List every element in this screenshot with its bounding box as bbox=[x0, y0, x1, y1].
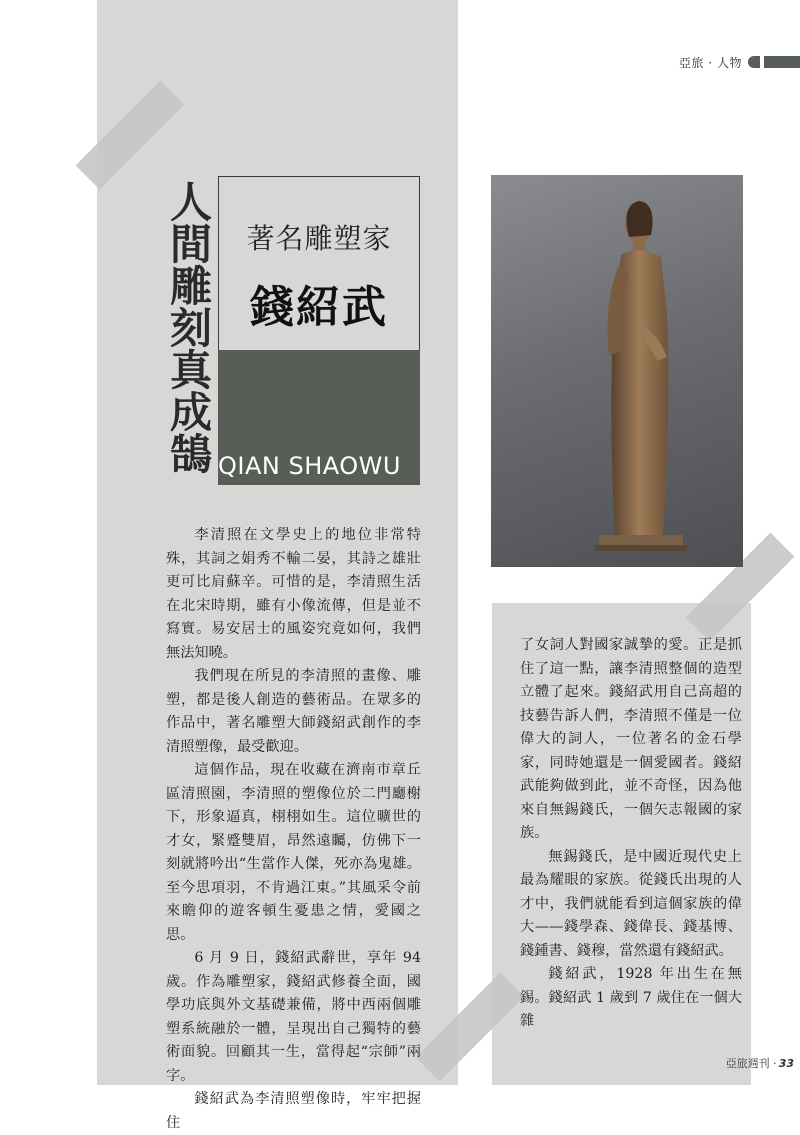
title-subtitle: 著名雕塑家 bbox=[246, 222, 392, 255]
article-column-right bbox=[520, 634, 742, 1034]
article-paragraph: 這個作品，現在收藏在濟南市章丘區清照園，李清照的塑像位於二門廳榭下，形象逼真，栩栩如生。這位曠世的才女，緊蹙雙眉，昂然遠矚，仿佛下一刻就將吟出“生當作人傑，死亦為鬼雄。至今思項羽，不肯過江東。”其風采令前來瞻仰的遊客頓生憂患之情，愛國之思。 bbox=[166, 762, 421, 943]
section-bar bbox=[764, 56, 800, 68]
sculpture-photo bbox=[491, 175, 743, 567]
section-label: 亞旅 · 人物 bbox=[679, 55, 742, 70]
article-paragraph: 無錫錢氏，是中國近現代史上最為耀眼的家族。從錢氏出現的人才中，我們就能看到這個家族的偉大——錢學森、錢偉長、錢基博、錢鍾書、錢穆，當然還有錢紹武。 bbox=[520, 848, 742, 959]
title-name: 錢紹武 bbox=[250, 282, 388, 333]
article-paragraph: 錢紹武，1928 年出生在無錫。錢紹武 1 歲到 7 歲住在一個大雜 bbox=[520, 966, 742, 1029]
page-footer bbox=[726, 1055, 794, 1071]
article-column-left bbox=[166, 524, 421, 1135]
section-header bbox=[679, 48, 800, 76]
page-number: 33 bbox=[778, 1056, 794, 1070]
publication-name: 亞旅週刊 · bbox=[725, 1057, 777, 1070]
article-paragraph: 我們現在所見的李清照的畫像、雕塑，都是後人創造的藝術品。在眾多的作品中，著名雕塑大師錢紹武創作的李清照塑像，最受歡迎。 bbox=[166, 668, 421, 755]
section-pill-icon bbox=[748, 56, 760, 68]
article-paragraph: 李清照在文學史上的地位非常特殊，其詞之娟秀不輸二晏，其詩之雄壯更可比肩蘇辛。可惜的是，李清照生活在北宋時期，雖有小像流傳，但是並不寫實。易安居士的風姿究竟如何，我們無法知曉。 bbox=[166, 527, 421, 661]
title-pinyin: QIAN SHAOWU bbox=[218, 452, 401, 480]
title-box bbox=[218, 176, 420, 352]
article-paragraph: 了女詞人對國家誠摯的愛。正是抓住了這一點，讓李清照整個的造型立體了起來。錢紹武用自己高超的技藝告訴人們，李清照不僅是一位偉大的詞人，一位著名的金石學家，同時她還是一個愛國者。錢紹武能夠做到此，並不奇怪，因為他來自無錫錢氏，一個矢志報國的家族。 bbox=[520, 637, 742, 841]
sculpture-illustration bbox=[491, 175, 743, 567]
article-paragraph: 錢紹武為李清照塑像時，牢牢把握住 bbox=[166, 1091, 421, 1131]
vertical-headline: 人間雕刻真成鵠 bbox=[164, 180, 213, 474]
article-paragraph: 6 月 9 日，錢紹武辭世，享年 94 歲。作為雕塑家，錢紹武修養全面，國學功底與外文基礎兼備，將中西兩個雕塑系統融於一體，呈現出自己獨特的藝術面貌。回顧其一生，當得起“宗師”兩字。 bbox=[166, 950, 421, 1084]
